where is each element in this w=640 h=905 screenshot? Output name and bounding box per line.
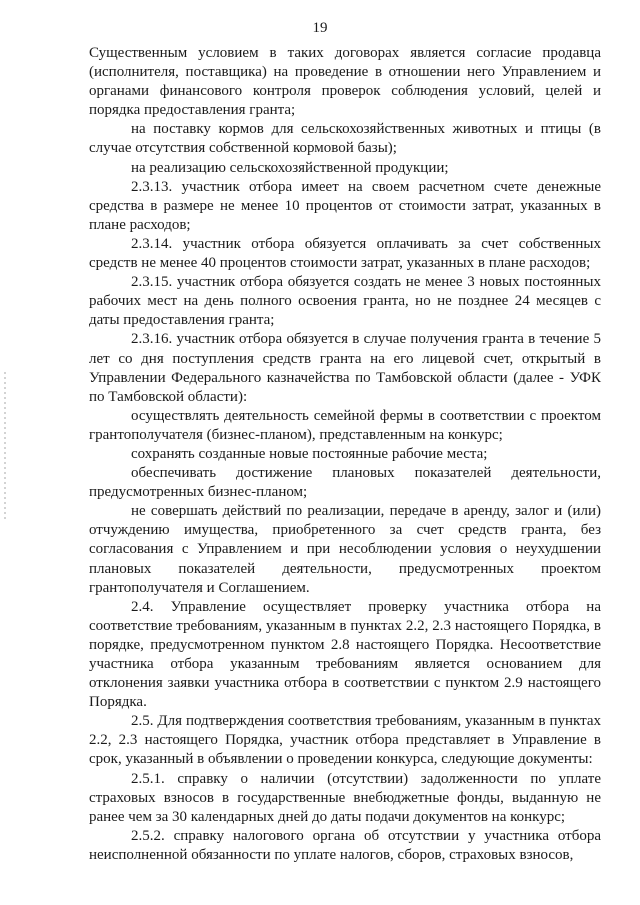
paragraph-no-sale: не совершать действий по реализации, передаче в аренду, залог и (или) отчуждению имущества, приобретенного за счет средств гранта, без согласования с Управлением и при несоблюдении условия о неухудшении плановых показателей деятельности, предусмотренных проектом грантополучателя и Соглашением. (89, 503, 601, 596)
document-body (89, 44, 601, 865)
paragraph-2-5: 2.5. Для подтверждения соответствия требованиям, указанным в пунктах 2.2, 2.3 настоящего Порядка, участник отбора представляет в Управление в срок, указанный в объявлении о проведении конкурса, следующие документы: (89, 713, 601, 768)
paragraph-2-4: 2.4. Управление осуществляет проверку участника отбора на соответствие требованиям, указанным в пунктах 2.2, 2.3 настоящего Порядка, в порядке, предусмотренном пунктом 2.8 настоящего Порядка. Несоответствие участника отбора указанным требованиям является основанием для отклонения заявки участника отбора в соответствии с пунктом 2.9 настоящего Порядка. (89, 598, 601, 711)
paragraph-2-3-13: 2.3.13. участник отбора имеет на своем расчетном счете денежные средства в размере не менее 10 процентов от стоимости затрат, указанных в плане расходов; (89, 178, 601, 233)
paragraph-jobs: сохранять созданные новые постоянные рабочие места; (131, 445, 488, 462)
margin-scan-mark (4, 372, 6, 520)
page-number: 19 (312, 20, 328, 36)
paragraph-feed: на поставку кормов для сельскохозяйственных животных и птицы (в случае отсутствия собственной кормовой базы); (89, 121, 601, 157)
paragraph-sale: на реализацию сельскохозяйственной продукции; (131, 159, 449, 176)
paragraph-2-5-1: 2.5.1. справку о наличии (отсутствии) задолженности по уплате страховых взносов в государственные внебюджетные фонды, выданную не ранее чем за 30 календарных дней до даты подачи документов на конкурс; (89, 770, 601, 825)
paragraph-2-3-16: 2.3.16. участник отбора обязуется в случае получения гранта в течение 5 лет со дня поступления средств гранта на его лицевой счет, открытый в Управлении Федерального казначейства по Тамбовской области (далее - УФК по Тамбовской области): (89, 331, 601, 405)
paragraph-2-3-14: 2.3.14. участник отбора обязуется оплачивать за счет собственных средств не менее 40 процентов стоимости затрат, указанных в плане расходов; (89, 235, 601, 272)
paragraph-farm: осуществлять деятельность семейной фермы в соответствии с проектом грантополучателя (бизнес-планом), представленным на конкурс; (89, 407, 601, 443)
paragraph-intro: Существенным условием в таких договорах является согласие продавца (исполнителя, поставщика) на проведение в отношении него Управлением и органами финансового контроля проверок соблюдения условий, целей и порядка предоставления гранта; (89, 45, 601, 119)
paragraph-2-5-2: 2.5.2. справку налогового органа об отсутствии у участника отбора неисполненной обязанности по уплате налогов, сборов, страховых взносов, (89, 827, 601, 863)
paragraph-2-3-15: 2.3.15. участник отбора обязуется создать не менее 3 новых постоянных рабочих мест на день полного освоения гранта, но не позднее 24 месяцев с даты предоставления гранта; (89, 274, 601, 329)
paragraph-targets: обеспечивать достижение плановых показателей деятельности, предусмотренных бизнес-планом; (89, 465, 601, 501)
